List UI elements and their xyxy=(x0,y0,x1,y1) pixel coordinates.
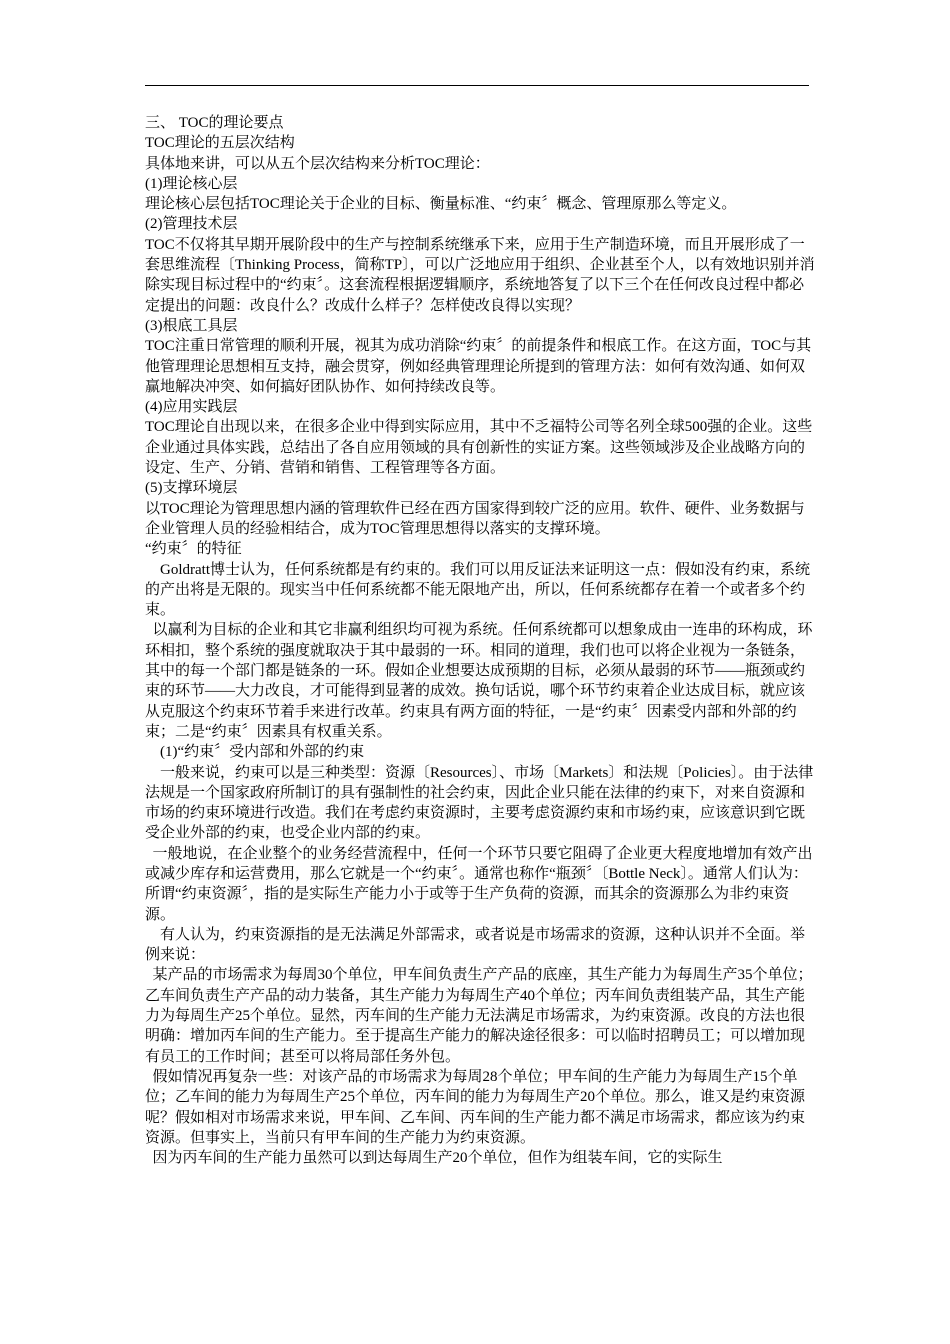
paragraph: “约束〞的特征 xyxy=(145,541,242,558)
paragraph: TOC理论自出现以来，在很多企业中得到实际应用，其中不乏福特公司等名列全球500强的企业。这些企业通过具体实践，总结出了各自应用领域的具有创新性的实证方案。这些领域涉及企业战略方向的设定、生产、分销、营销和销售、工程管理等各方面。 xyxy=(145,419,813,477)
paragraph: 以赢利为目标的企业和其它非赢利组织均可视为系统。任何系统都可以想象成由一连串的环构成，环环相扣，整个系统的强度就取决于其中最弱的一环。相同的道理，我们也可以将企业视为一条链条，其中的每一个部门都是链条的一环。假如企业想要达成预期的目标，必须从最弱的环节——瓶颈或约束的环节——大力改良，才可能得到显著的成效。换句话说，哪个环节约束着企业达成目标，就应该从克服这个约束环节着手来进行改革。约束具有两方面的特征，一是“约束〞因素受内部和外部的约束；二是“约束〞因素具有权重关系。 xyxy=(145,622,813,740)
paragraph: TOC注重日常管理的顺利开展，视其为成功消除“约束〞的前提条件和根底工作。在这方面，TOC与其他管理理论思想相互支持，融会贯穿，例如经典管理理论所提到的管理方法：如何有效沟通、如何双赢地解决冲突、如何搞好团队协作、如何持续改良等。 xyxy=(145,338,812,395)
paragraph: TOC不仅将其早期开展阶段中的生产与控制系统继承下来，应用于生产制造环境，而且开展形成了一套思维流程〔Thinking Process，简称TP〕，可以广泛地应用于组织、企业甚至个人，以有效地识别并消除实现目标过程中的“约束〞。这套流程根据逻辑顺序，系统地答复了以下三个在任何改良过程中都必定提出的问题：改良什么？改成什么样子？怎样使改良得以实现？ xyxy=(145,236,815,314)
paragraph: 理论核心层包括TOC理论关于企业的目标、衡量标准、“约束〞概念、管理原那么等定义。 xyxy=(145,196,737,213)
paragraph: 以TOC理论为管理思想内涵的管理软件已经在西方国家得到较广泛的应用。软件、硬件、业务数据与企业管理人员的经验相结合，成为TOC管理思想得以落实的支撑环境。 xyxy=(145,500,805,537)
paragraph: (2)管理技术层 xyxy=(145,216,238,233)
paragraph: (5)支撑环境层 xyxy=(145,480,238,497)
paragraph: 具体地来讲，可以从五个层次结构来分析TOC理论： xyxy=(145,155,490,172)
paragraph: TOC理论的五层次结构 xyxy=(145,135,295,152)
paragraph: (1)“约束〞受内部和外部的约束 xyxy=(160,744,365,761)
paragraph: Goldratt博士认为，任何系统都是有约束的。我们可以用反证法来证明这一点：假如没有约束，系统的产出将是无限的。现实当中任何系统都不能无限地产出，所以，任何系统都存在着一个或者多个约束。 xyxy=(145,561,810,619)
header-rule xyxy=(145,85,809,86)
paragraph: (4)应用实践层 xyxy=(145,399,238,416)
paragraph: 一般来说，约束可以是三种类型：资源〔Resources〕、市场〔Markets〕和法规〔Policies〕。由于法律法规是一个国家政府所制订的具有强制性的社会约束，因此企业只能在法律的约束下，对来自资源和市场的约束环境进行改造。我们在考虑约束资源时，主要考虑资源约束和市场约束，应该意识到它既受企业外部的约束，也受企业内部的约束。 xyxy=(145,764,814,842)
paragraph: (1)理论核心层 xyxy=(145,175,238,192)
paragraph: (3)根底工具层 xyxy=(145,317,238,334)
paragraph: 某产品的市场需求为每周30个单位，甲车间负责生产产品的底座，其生产能力为每周生产35个单位；乙车间负责生产产品的动力装备，其生产能力为每周生产40个单位；丙车间负责组装产品，其生产能力为每周生产25个单位。显然，丙车间的生产能力无法满足市场需求，为约束资源。改良的方法也很明确：增加丙车间的生产能力。至于提高生产能力的解决途径很多：可以临时招聘员工；可以增加现有员工的工作时间；甚至可以将局部任务外包。 xyxy=(145,967,813,1065)
document-body xyxy=(145,113,817,1168)
paragraph: 三、 TOC的理论要点 xyxy=(145,115,284,131)
paragraph: 有人认为，约束资源指的是无法满足外部需求，或者说是市场需求的资源，这种认识并不全面。举例来说： xyxy=(145,926,806,964)
paragraph: 因为丙车间的生产能力虽然可以到达每周生产20个单位，但作为组装车间，它的实际生 xyxy=(152,1150,723,1167)
paragraph: 一般地说，在企业整个的业务经营流程中，任何一个环节只要它阻碍了企业更大程度地增加有效产出或减少库存和运营费用，那么它就是一个“约束〞。通常也称作“瓶颈〞〔Bottle Neck〕。通常人们认为：所谓“约束资源〞，指的是实际生产能力小于或等于生产负荷的资源，而其余的资源那么为非约束资源。 xyxy=(145,845,813,923)
paragraph: 假如情况再复杂一些：对该产品的市场需求为每周28个单位；甲车间的生产能力为每周生产15个单位；乙车间的能力为每周生产25个单位，丙车间的能力为每周生产20个单位。那么，谁又是约束资源呢？假如相对市场需求来说，甲车间、乙车间、丙车间的生产能力都不满足市场需求，都应该为约束资源。但事实上，当前只有甲车间的生产能力为约束资源。 xyxy=(145,1068,806,1146)
